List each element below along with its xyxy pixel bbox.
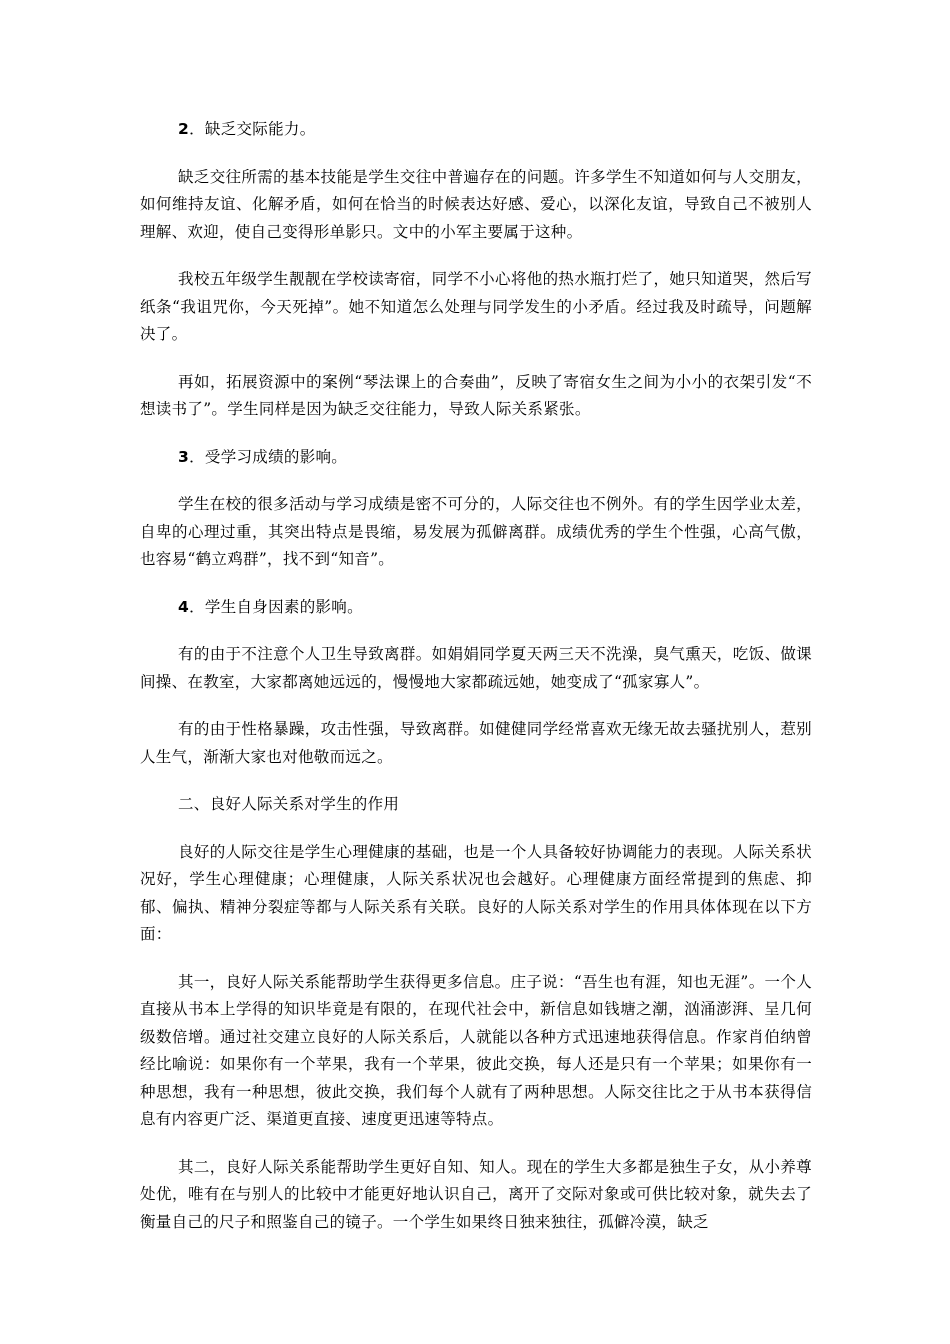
document-body xyxy=(140,116,812,1256)
paragraph-example-qinfa: 再如，拓展资源中的案例“琴法课上的合奏曲”，反映了寄宿女生之间为小小的衣架引发“不想读书了”。学生同样是因为缺乏交往能力，导致人际关系紧张。 xyxy=(140,372,812,418)
paragraph-grades: 学生在校的很多活动与学习成绩是密不可分的，人际交往也不例外。有的学生因学业太差，自卑的心理过重，其突出特点是畏缩，易发展为孤僻离群。成绩优秀的学生个性强，心高气傲，也容易“鹤立鸡群”，找不到“知音”。 xyxy=(140,495,812,568)
section-heading-part-two xyxy=(140,791,812,819)
paragraph-intro-benefits: 良好的人际交往是学生心理健康的基础，也是一个人具备较好协调能力的表现。人际关系状况好，学生心理健康；心理健康，人际关系状况也会越好。心理健康方面经常提到的焦虑、抑郁、偏执、精神分裂症等都与人际关系有关联。良好的人际关系对学生的作用具体体现在以下方面： xyxy=(140,842,812,943)
section-number: 3 xyxy=(178,447,190,466)
paragraph-hygiene: 有的由于不注意个人卫生导致离群。如娟娟同学夏天两三天不洗澡，臭气熏天，吃饭、做课间操、在教室，大家都离她远远的，慢慢地大家都疏远她，她变成了“孤家寡人”。 xyxy=(140,645,812,691)
paragraph-benefit-two: 其二，良好人际关系能帮助学生更好自知、知人。现在的学生大多都是独生子女，从小养尊处优，唯有在与别人的比较中才能更好地认识自己，离开了交际对象或可供比较对象，就失去了衡量自己的尺子和照鉴自己的镜子。一个学生如果终日独来独往，孤僻冷漠，缺乏 xyxy=(140,1157,812,1231)
section-number: 4 xyxy=(178,597,190,616)
section-number: 2 xyxy=(178,120,190,138)
section-heading-2 xyxy=(140,116,812,144)
section-heading-4 xyxy=(140,594,812,622)
section-title: ．缺乏交际能力。 xyxy=(189,120,316,138)
paragraph-temper: 有的由于性格暴躁，攻击性强，导致离群。如健健同学经常喜欢无缘无故去骚扰别人，惹别人生气，渐渐大家也对他敬而远之。 xyxy=(140,720,812,766)
section-title: ．学生自身因素的影响。 xyxy=(189,597,363,616)
section-title: 二、良好人际关系对学生的作用 xyxy=(178,795,400,813)
section-title: ．受学习成绩的影响。 xyxy=(189,447,348,466)
section-heading-3 xyxy=(140,444,812,472)
paragraph-example-liangliang: 我校五年级学生靓靓在学校读寄宿，同学不小心将他的热水瓶打烂了，她只知道哭，然后写纸条“我诅咒你，今天死掉”。她不知道怎么处理与同学发生的小矛盾。经过我及时疏导，问题解决了。 xyxy=(140,270,812,343)
paragraph-skill-lack: 缺乏交往所需的基本技能是学生交往中普遍存在的问题。许多学生不知道如何与人交朋友，如何维持友谊、化解矛盾，如何在恰当的时候表达好感、爱心，以深化友谊，导致自己不被别人理解、欢迎，使自己变得形单影只。文中的小军主要属于这种。 xyxy=(140,167,812,241)
paragraph-benefit-one: 其一，良好人际关系能帮助学生获得更多信息。庄子说：“吾生也有涯，知也无涯”。一个人直接从书本上学得的知识毕竟是有限的，在现代社会中，新信息如钱塘之潮，汹涌澎湃、呈几何级数倍增。通过社交建立良好的人际关系后，人就能以各种方式迅速地获得信息。作家肖伯纳曾经比喻说：如果你有一个苹果，我有一个苹果，彼此交换，每人还是只有一个苹果；如果你有一种思想，我有一种思想，彼此交换，我们每个人就有了两种思想。人际交往比之于从书本获得信息有内容更广泛、渠道更直接、速度更迅速等特点。 xyxy=(140,972,812,1128)
